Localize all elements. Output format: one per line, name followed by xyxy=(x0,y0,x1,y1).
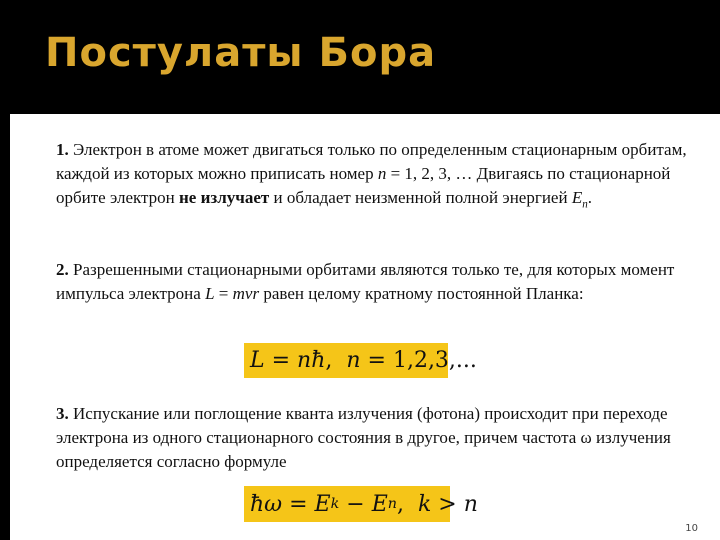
postulate-2-number: 2. xyxy=(56,260,69,279)
formula-2-E2: E xyxy=(371,491,388,517)
postulate-1-text-c: и обладает неизменной полной энергией xyxy=(269,188,572,207)
postulate-1-text-b: = 1, 2, 3, … Двигаясь по стационарной орбите электрон xyxy=(56,164,671,207)
formula-1-L: L xyxy=(250,348,265,373)
postulate-1-text-a: Электрон в атоме может двигаться только по определенным стационарным орбитам, каждой из которых можно приписать номер xyxy=(56,140,687,183)
postulate-2 xyxy=(56,258,696,306)
formula-2-eq: = xyxy=(282,491,315,517)
postulate-1-bold: не излучает xyxy=(179,188,270,207)
postulate-3-text: Испускание или поглощение кванта излучения (фотона) происходит при переходе электрона из одного стационарного состояния в другое, причем частота ω излучения определяется согласно формуле xyxy=(56,404,671,471)
formula-1-tail: = 1,2,3,... xyxy=(360,348,477,373)
formula-angular-momentum xyxy=(244,343,477,378)
formula-2-E1: E xyxy=(314,491,331,517)
postulate-2-var-L: L xyxy=(205,284,215,303)
postulate-1 xyxy=(56,138,696,216)
formula-2-n2: n xyxy=(463,491,478,517)
slide-title: Постулаты Бора xyxy=(45,30,437,76)
postulate-1-var-E: E xyxy=(571,188,583,207)
postulate-1-var-n: n xyxy=(377,164,387,183)
postulate-1-sub-n: n xyxy=(582,198,588,211)
postulate-3-number: 3. xyxy=(56,404,69,423)
postulate-2-text-a: Разрешенными стационарными орбитами являются только те, для которых момент импульса электрона xyxy=(56,260,675,303)
postulate-1-text-d: . xyxy=(587,188,592,207)
slide-content xyxy=(10,114,720,540)
formula-1-n2: n xyxy=(346,348,361,373)
formula-2-gt: > xyxy=(431,491,464,517)
formula-2-k1: k xyxy=(330,496,340,512)
postulate-2-text-c: равен целому кратному постоянной Планка: xyxy=(259,284,584,303)
postulate-2-text-b: = xyxy=(214,284,233,303)
page-number: 10 xyxy=(685,523,698,534)
formula-2-n1: n xyxy=(387,496,397,512)
formula-frequency xyxy=(244,486,478,522)
postulate-1-number: 1. xyxy=(56,140,69,159)
formula-2-hbar-omega: ħω xyxy=(250,491,283,517)
postulate-2-var-mvr: mvr xyxy=(232,284,260,303)
postulate-3 xyxy=(56,402,696,474)
title-bar xyxy=(0,0,720,114)
formula-1-n: n xyxy=(297,348,312,373)
formula-1-hbar: ħ xyxy=(311,348,326,373)
formula-2-k2: k xyxy=(417,491,432,517)
formula-1-sep: , xyxy=(325,348,347,373)
formula-2-minus: − xyxy=(339,491,372,517)
formula-1-eq: = xyxy=(264,348,298,373)
formula-2-comma: , xyxy=(396,491,418,517)
